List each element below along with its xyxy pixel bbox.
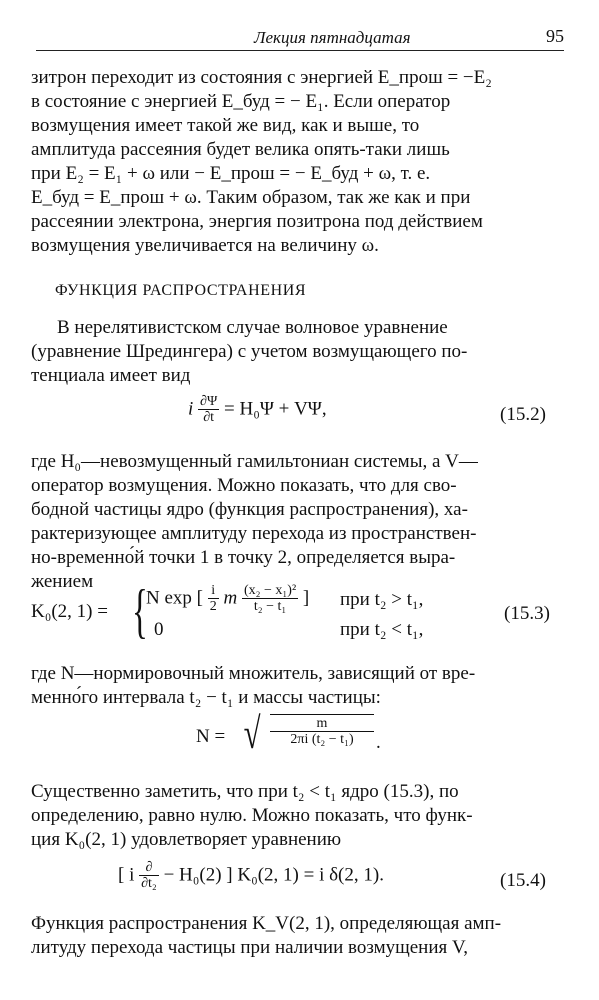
- case-mass: m: [223, 587, 238, 609]
- text-line: где H₀—невозмущенный гамильтониан системы, а V—: [31, 451, 478, 472]
- text-line: оператор возмущения. Можно показать, что для сво-: [31, 475, 457, 496]
- norm-fraction: [270, 716, 374, 748]
- eq-rhs: = H₀Ψ + VΨ,: [224, 398, 327, 420]
- equation-number: (15.2): [500, 404, 546, 425]
- case-fraction-i-over-2: [208, 583, 219, 615]
- text-line: Функция распространения K_V(2, 1), определяющая амп-: [31, 913, 502, 934]
- frac-denominator: 2πi (t₂ − t₁): [290, 732, 354, 747]
- normalization-lhs: N =: [196, 726, 226, 747]
- equation-15-2: [188, 394, 327, 426]
- case-condition-2: при t₂ < t₁,: [340, 619, 424, 640]
- text-line: тенциала имеет вид: [31, 365, 191, 386]
- frac-numerator: (x₂ − x₁)²: [243, 583, 297, 598]
- case-row-2: 0: [154, 619, 164, 640]
- text-line: (уравнение Шредингера) с учетом возмущающего по-: [31, 341, 468, 362]
- equation-15-4: [118, 860, 384, 892]
- text-line: зитрон переходит из состояния с энергией E_прош = −E₂: [31, 67, 492, 88]
- text-line: литуду перехода частицы при наличии возмущения V,: [31, 937, 469, 958]
- eq-fraction: [198, 394, 219, 426]
- text-line: возмущения имеет такой же вид, как и выше, то: [31, 115, 420, 136]
- text-line: где N—нормировочный множитель, зависящий от вре-: [31, 663, 476, 684]
- text-line: в состояние с энергией E_буд = − E₁. Если оператор: [31, 91, 451, 112]
- square-root-radicand: [270, 714, 374, 748]
- text-line: В нерелятивистском случае волновое уравнение: [57, 317, 448, 338]
- frac-numerator: ∂Ψ: [200, 394, 218, 409]
- running-header: [36, 24, 564, 51]
- paragraph-intro-schrodinger: [31, 316, 559, 388]
- paragraph-normalization: [31, 662, 559, 710]
- case-row-1: [146, 583, 309, 615]
- text-line: рактеризующее амплитуду перехода из пространствен-: [31, 523, 477, 544]
- text-line: E_буд = E_прош + ω. Таким образом, так же как и при: [31, 187, 471, 208]
- text-line: определению, равно нулю. Можно показать, что функ-: [31, 805, 473, 826]
- text-line: рассеянии электрона, энергия позитрона под действием: [31, 211, 483, 232]
- case-expression-start: N exp [: [146, 587, 203, 609]
- equation-number: (15.3): [504, 603, 550, 624]
- equation-number: (15.4): [500, 870, 546, 891]
- eq-i: i: [188, 398, 194, 420]
- paragraph-kernel: [31, 450, 559, 594]
- text-line: Существенно заметить, что при t₂ < t₁ ядро (15.3), по: [31, 781, 459, 802]
- text-line: жением: [31, 571, 94, 592]
- square-root-sign: √: [243, 709, 261, 758]
- page-number: 95: [546, 26, 564, 46]
- eq-rest: − H₀(2) ] K₀(2, 1) = i δ(2, 1).: [163, 864, 384, 886]
- eq-open-bracket: [ i: [118, 864, 135, 886]
- frac-denominator: t₂ − t₁: [253, 599, 287, 614]
- paragraph-zero-kernel: [31, 780, 559, 852]
- text-line: менно́го интервала t₂ − t₁ и массы частицы:: [31, 687, 381, 708]
- text-line: но-временно́й точки 1 в точку 2, определяется выра-: [31, 547, 456, 568]
- running-title: Лекция пятнадцатая: [254, 28, 411, 47]
- case-condition-1: при t₂ > t₁,: [340, 589, 424, 610]
- paragraph-perturbed-kernel: [31, 912, 559, 960]
- equation-15-3-lhs: K₀(2, 1) =: [31, 601, 108, 622]
- intro-paragraph: [31, 66, 559, 258]
- equation-15-3-cases: [82, 578, 502, 645]
- case-fraction-x-over-t: [242, 583, 298, 615]
- text-line: амплитуда рассеяния будет велика опять-таки лишь: [31, 139, 450, 160]
- section-heading: ФУНКЦИЯ РАСПРОСТРАНЕНИЯ: [55, 282, 307, 299]
- text-line: возмущения увеличивается на величину ω.: [31, 235, 379, 256]
- frac-numerator: ∂: [139, 860, 159, 876]
- frac-denominator: 2: [209, 599, 217, 614]
- frac-denominator: ∂t: [203, 410, 215, 425]
- normalization-end: .: [376, 732, 381, 753]
- eq-partial-fraction: [139, 860, 159, 892]
- frac-numerator: i: [208, 583, 219, 599]
- case-expression-end: ]: [302, 587, 310, 609]
- text-line: ция K₀(2, 1) удовлетворяет уравнению: [31, 829, 342, 850]
- frac-denominator: ∂t₂: [141, 876, 157, 891]
- text-line: бодной частицы ядро (функция распространения), ха-: [31, 499, 468, 520]
- frac-numerator: m: [270, 716, 374, 732]
- left-brace: {: [132, 578, 148, 644]
- text-line: при E₂ = E₁ + ω или − E_прош = − E_буд + ω, т. е.: [31, 163, 431, 184]
